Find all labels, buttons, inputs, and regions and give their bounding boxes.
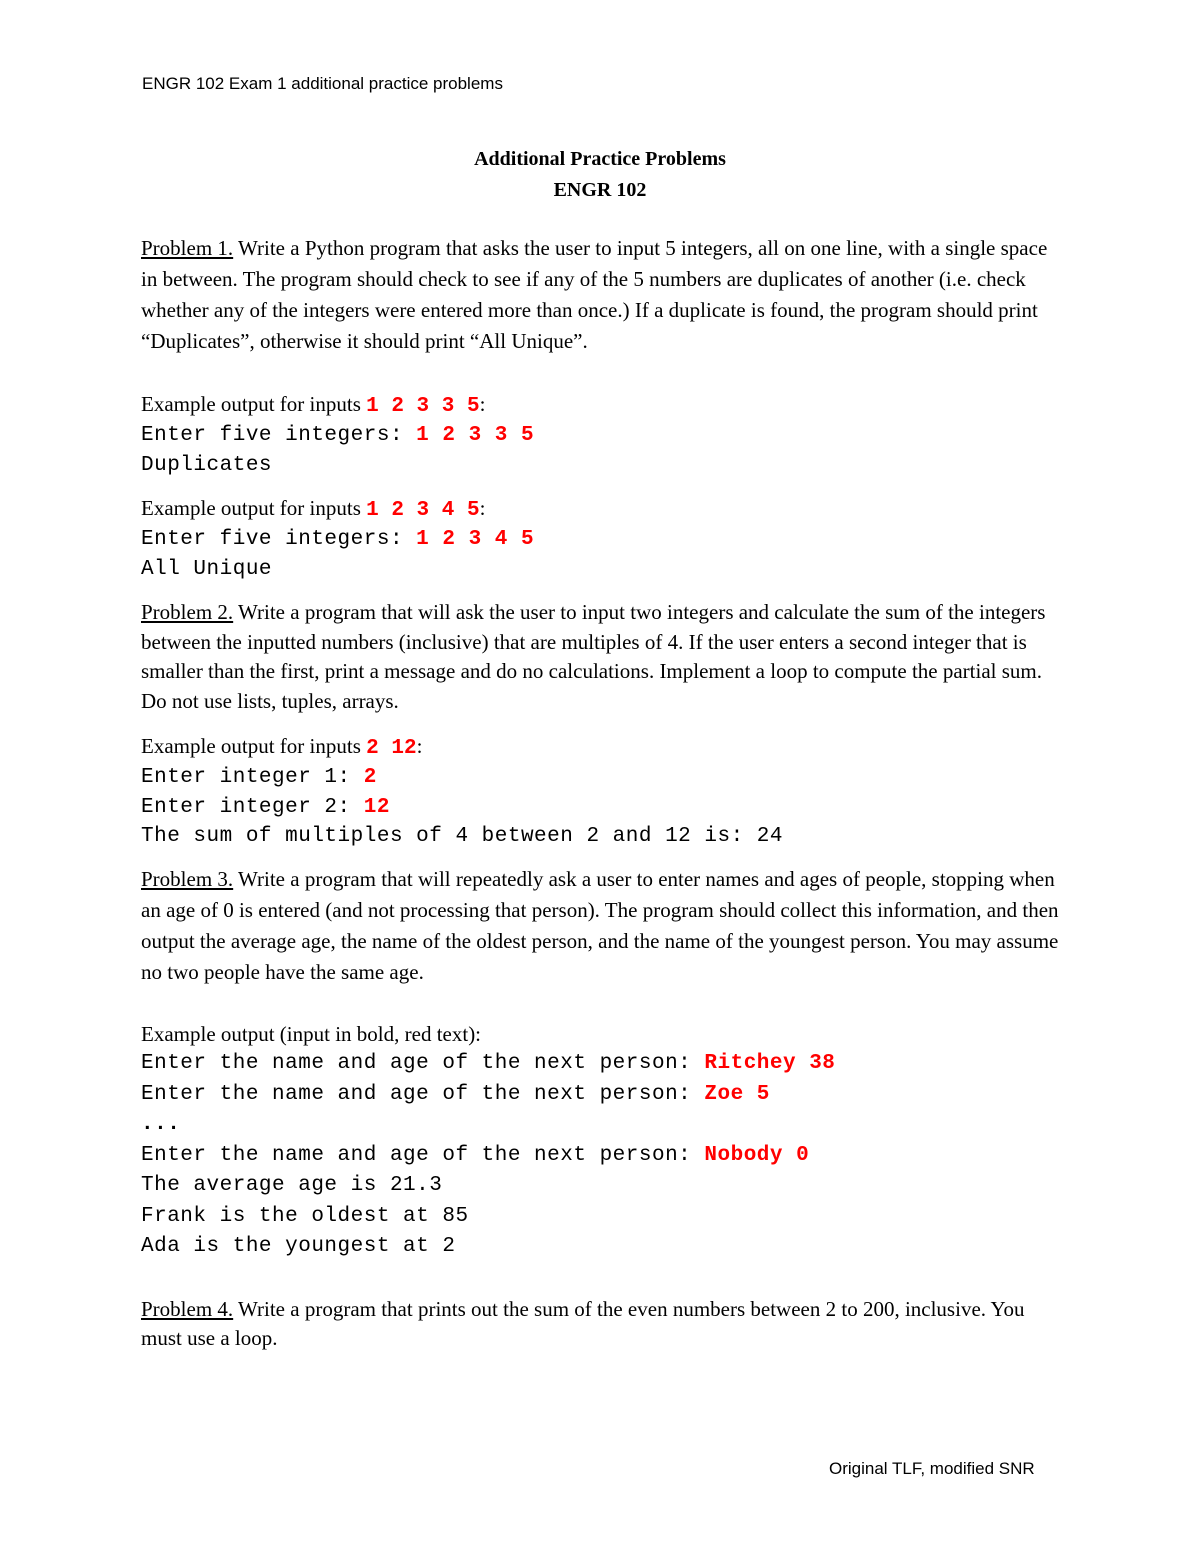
example-intro-text: Example output for inputs [141,392,367,416]
code-output: All Unique [141,557,273,581]
example-colon: : [479,496,486,520]
code-prompt: Enter the name and age of the next person: [141,1143,705,1167]
example-inputs: 2 12 [366,737,417,760]
code-line [141,763,1061,793]
code-input: Nobody 0 [704,1143,810,1167]
problem-1-body: Write a Python program that asks the user to input 5 integers, all on one line, with a single space in between. The program should check to see if any of the 5 numbers are duplicates of another (i.e. check whether any of the integers were entered more than once.) If a duplicate is found, the program should print “Duplicates”, otherwise it should print “All Unique”. [141,236,1048,353]
code-input: 1 2 3 4 5 [416,528,535,551]
problem-3 [141,864,1061,988]
example-intro [141,390,1061,421]
code-prompt: Enter five integers: [141,424,417,447]
problem-2-label: Problem 2. [141,600,234,624]
problem-4-body: Write a program that prints out the sum of the even numbers between 2 to 200, inclusive. You must use a loop. [141,1297,1025,1350]
problem-4-text [141,1295,1061,1353]
problem-2 [141,598,1061,716]
problem-4 [141,1295,1061,1353]
problem-1-label: Problem 1. [141,236,234,260]
code-output: Ada is the youngest at 2 [141,1235,456,1258]
code-line [141,793,1061,823]
code-prompt: Enter the name and age of the next person: [141,1052,705,1075]
page-footer: Original TLF, modified SNR [829,1459,1035,1478]
code-input: Ritchey 38 [704,1052,836,1075]
code-output: The sum of multiples of 4 between 2 and 12 is: 24 [141,825,784,848]
example-colon: : [479,392,486,416]
example-inputs: 1 2 3 3 5 [366,395,480,418]
example-inputs: 1 2 3 4 5 [366,499,480,522]
example-intro-text: Example output for inputs [141,496,367,520]
code-output: Duplicates [141,453,273,477]
code-line [141,1141,1061,1172]
problem-2-example [141,732,1061,852]
example-intro: Example output (input in bold, red text): [141,1022,482,1046]
problem-3-text [141,864,1061,988]
code-line [141,1080,1061,1111]
problem-1-example-2 [141,494,1061,584]
problem-1-text [141,233,1061,357]
code-line [141,1049,1061,1080]
code-prompt: Enter five integers: [141,528,417,551]
example-intro [141,494,1061,525]
problem-2-body: Write a program that will ask the user to input two integers and calculate the sum of the integers between the inputted numbers (inclusive) that are multiples of 4. If the user enters a second integer that is smaller than the first, print a message and do no calculations. Implement a loop to compute the partial sum. Do not use lists, tuples, arrays. [141,600,1046,713]
code-ellipsis: ... [141,1113,181,1136]
example-intro-text: Example output for inputs [141,734,367,758]
title-line-1: Additional Practice Problems [474,148,726,170]
code-input: 1 2 3 3 5 [416,424,535,447]
problem-4-label: Problem 4. [141,1297,234,1321]
code-input: 12 [363,795,390,819]
code-input: Zoe 5 [704,1082,770,1106]
code-output: The average age is 21.3 [141,1174,443,1197]
code-prompt: Enter the name and age of the next person: [141,1082,705,1106]
code-input: 2 [363,766,377,789]
problem-3-label: Problem 3. [141,867,234,891]
problem-3-example [141,1019,1061,1263]
code-prompt: Enter integer 2: [141,795,364,819]
example-colon: : [416,734,423,758]
problem-2-text [141,598,1061,716]
problem-1 [141,233,1061,357]
example-intro [141,732,1061,763]
code-prompt: Enter integer 1: [141,766,364,789]
document-title [0,144,1200,206]
title-line-2: ENGR 102 [553,179,647,201]
problem-1-example-1 [141,390,1061,480]
code-line [141,421,1061,451]
problem-3-body: Write a program that will repeatedly ask a user to enter names and ages of people, stopping when an age of 0 is entered (and not processing that person). The program should collect this information, and then output the average age, the name of the oldest person, and the name of the youngest person. You may assume no two people have the same age. [141,867,1059,984]
running-header: ENGR 102 Exam 1 additional practice problems [142,74,503,93]
code-output: Frank is the oldest at 85 [141,1204,469,1228]
code-line [141,525,1061,555]
